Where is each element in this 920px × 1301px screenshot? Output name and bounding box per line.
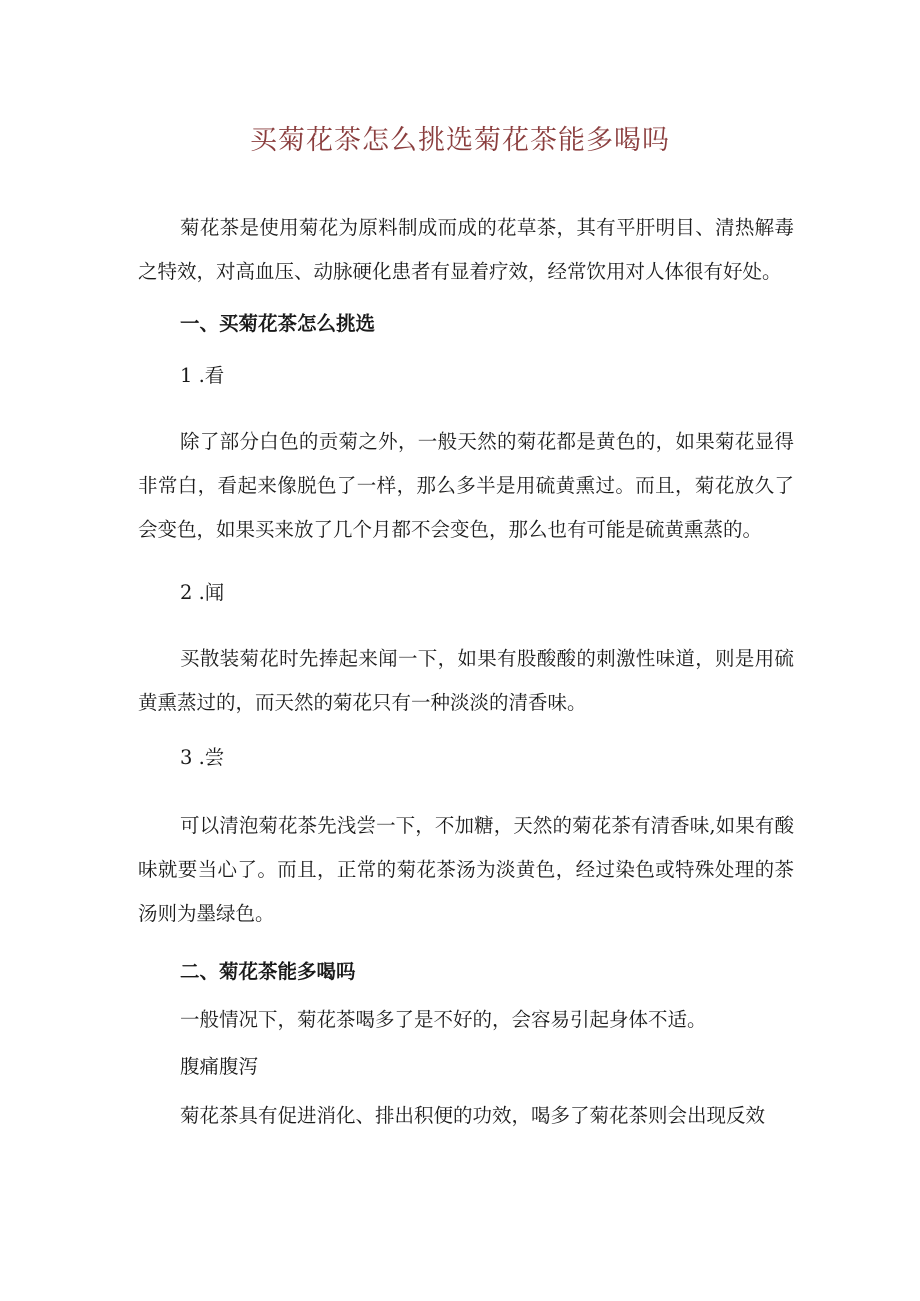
- document-title: 买菊花茶怎么挑选菊花茶能多喝吗: [250, 125, 670, 156]
- intro-paragraph: 菊花茶是使用菊花为原料制成而成的花草茶，其有平肝明目、清热解毒之特效，对高血压、动脉硬化患者有显着疗效，经常饮用对人体很有好处。: [138, 216, 794, 283]
- final-paragraph: 菊花茶具有促进消化、排出积便的功效，喝多了菊花茶则会出现反效: [180, 1104, 766, 1127]
- item1-label: 1 .看: [180, 364, 225, 387]
- item3-label: 3 .尝: [180, 746, 225, 769]
- item2-paragraph: 买散装菊花时先捧起来闻一下，如果有股酸酸的刺激性味道，则是用硫黄熏蒸过的，而天然的菊花只有一种淡淡的清香味。: [138, 647, 794, 714]
- section2-heading: 二、菊花茶能多喝吗: [180, 960, 356, 983]
- item3-paragraph: 可以清泡菊花茶先浅尝一下，不加糖，天然的菊花茶有清香味,如果有酸味就要当心了。而且，正常的菊花茶汤为淡黄色，经过染色或特殊处理的茶汤则为墨绿色。: [138, 814, 794, 925]
- subheading-label: 腹痛腹泻: [180, 1055, 259, 1078]
- item2-label: 2 .闻: [180, 581, 225, 604]
- section2-paragraph: 一般情况下，菊花茶喝多了是不好的，会容易引起身体不适。: [180, 1008, 707, 1031]
- item1-paragraph: 除了部分白色的贡菊之外，一般天然的菊花都是黄色的，如果菊花显得非常白，看起来像脱色了一样，那么多半是用硫黄熏过。而且，菊花放久了会变色，如果买来放了几个月都不会变色，那么也有可能是硫黄熏蒸的。: [138, 430, 794, 541]
- section1-heading: 一、买菊花茶怎么挑选: [180, 312, 376, 335]
